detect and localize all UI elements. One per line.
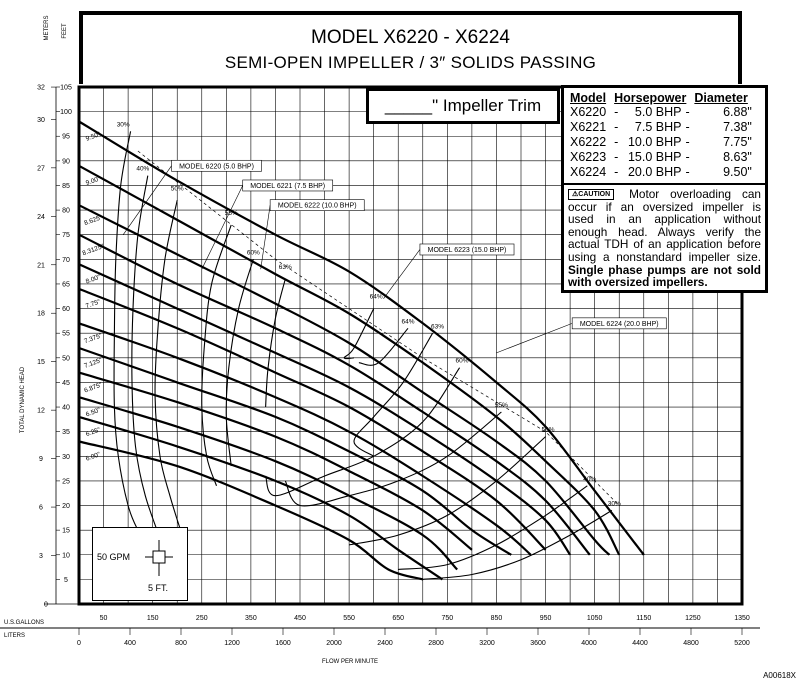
efficiency-curve [202, 225, 231, 486]
y-tick-label: 25 [62, 478, 70, 486]
x-secondary-label: LITERS [4, 633, 26, 639]
trim-curve-label: 6.00" [84, 451, 102, 463]
scale-ft-label: 5 FT. [148, 583, 169, 593]
spec-cell: X6220 [570, 105, 607, 119]
efficiency-label: 63% [431, 323, 445, 331]
x-liters-tick-label: 800 [175, 640, 187, 647]
spec-cell: - [614, 135, 619, 149]
efficiency-label: 30% [607, 500, 621, 508]
trim-curve-label: 7.125" [83, 356, 104, 370]
table-row [570, 165, 756, 180]
trim-curve-label: 6.875" [83, 381, 104, 395]
spec-header-model: Model [570, 91, 607, 105]
spec-cell: 20.0 BHP [627, 165, 682, 179]
title-line-1: MODEL X6220 - X6224 [311, 27, 510, 48]
image-code: A00618X [763, 671, 796, 680]
model-callout-leader [496, 323, 572, 353]
scale-legend [92, 527, 188, 601]
y-tick-label: 20 [62, 503, 70, 511]
x-liters-tick-label: 1200 [224, 640, 240, 647]
x-axis-caption: FLOW PER MINUTE [321, 659, 379, 665]
chart-title [79, 11, 742, 84]
meters-tick-label: 9 [39, 456, 43, 464]
trim-curve-label: 7.375" [83, 332, 104, 346]
y-tick-label: 70 [62, 256, 70, 264]
x-liters-tick-label: 1600 [275, 640, 291, 647]
y-tick-label: 60 [62, 306, 70, 314]
model-spec-box [561, 85, 768, 293]
impeller-trim-box: _____" Impeller Trim [366, 88, 560, 124]
x-tick-label: 450 [294, 615, 306, 622]
efficiency-label: 60% [455, 357, 469, 365]
model-callout-label: MODEL 6224 (20.0 BHP) [579, 320, 659, 328]
efficiency-label: 30% [116, 121, 130, 129]
max-eff-guide-line [138, 151, 619, 506]
x-liters-tick-label: 0 [77, 640, 81, 647]
x-tick-label: 550 [343, 615, 355, 622]
meters-tick-label: 27 [37, 165, 45, 173]
x-tick-label: 1250 [685, 615, 701, 622]
model-spec-table [570, 91, 756, 180]
spec-cell: 5.0 BHP [634, 105, 682, 119]
y-meters-label: METERS [44, 15, 50, 41]
y-tick-label: 90 [62, 158, 70, 166]
table-row [570, 120, 756, 135]
meters-tick-label: 18 [37, 310, 45, 318]
y-tick-label: 30 [62, 453, 70, 461]
spec-cell: X6221 [570, 120, 607, 134]
y-axis-caption: TOTAL DYNAMIC HEAD [20, 366, 26, 434]
spec-cell: 7.5 BHP [634, 120, 682, 134]
x-tick-label: 950 [539, 615, 552, 622]
y-tick-label: 5 [64, 576, 68, 584]
x-liters-tick-label: 2800 [428, 640, 444, 647]
y-tick-label: 80 [62, 207, 70, 215]
spec-cell: - [685, 150, 690, 164]
table-row [570, 135, 756, 150]
scale-legend-symbol [93, 528, 187, 600]
spec-cell: X6222 [570, 135, 607, 149]
model-callout-label: MODEL 6221 (7.5 BHP) [250, 182, 326, 190]
impeller-trim-curve [79, 202, 609, 555]
y-tick-label: 10 [62, 552, 70, 560]
meters-tick-label: 15 [37, 359, 45, 367]
trim-curve-label: 6.25" [84, 426, 102, 439]
spec-cell: - [614, 165, 619, 179]
x-tick-label: 850 [490, 615, 503, 622]
efficiency-label: 63% [278, 264, 292, 272]
meters-tick-label: 30 [37, 116, 45, 124]
spec-cell: - [685, 105, 690, 119]
y-tick-label: 40 [62, 404, 70, 412]
y-tick-label: 105 [60, 84, 72, 92]
spec-cell: - [614, 105, 619, 119]
x-liters-tick-label: 3200 [479, 640, 495, 647]
spec-header-diameter: Diameter [694, 91, 748, 105]
x-tick-label: 350 [245, 615, 257, 622]
efficiency-label: 50% [170, 185, 184, 193]
meters-tick-label: 24 [37, 213, 45, 221]
y-tick-label: 15 [62, 527, 70, 535]
y-tick-label: 75 [62, 232, 70, 240]
model-callout-label: MODEL 6222 (10.0 BHP) [277, 202, 357, 210]
spec-cell: 10.0 BHP [627, 135, 682, 149]
x-liters-tick-label: 400 [124, 640, 136, 647]
spec-cell: 6.88" [723, 105, 752, 119]
spec-cell: - [685, 165, 690, 179]
trim-curve-label: 9.50" [84, 131, 102, 143]
trim-curve-label: 8.00" [84, 273, 102, 286]
efficiency-label: 55% [494, 402, 508, 410]
x-liters-tick-label: 2400 [377, 640, 393, 647]
x-liters-tick-label: 2000 [326, 640, 342, 647]
efficiency-label: 40% [583, 475, 597, 483]
meters-tick-label: 3 [39, 553, 43, 561]
x-liters-tick-label: 4000 [581, 640, 597, 647]
x-tick-label: 1350 [734, 615, 750, 622]
spec-cell: - [614, 120, 619, 134]
meters-tick-label: 21 [37, 262, 45, 270]
model-callout-label: MODEL 6223 (15.0 BHP) [427, 246, 507, 254]
x-liters-tick-label: 5200 [734, 640, 750, 647]
efficiency-label: 60% [246, 249, 260, 257]
spec-cell: X6223 [570, 150, 607, 164]
impeller-trim-curve [79, 122, 644, 555]
spec-cell: 9.50" [723, 165, 752, 179]
y-tick-label: 50 [62, 355, 70, 363]
spec-cell: - [614, 150, 619, 164]
efficiency-curve [132, 176, 163, 545]
model-callout-leader [383, 249, 419, 298]
y-tick-label: 0 [44, 601, 48, 609]
spec-header-horsepower: Horsepower [614, 91, 687, 105]
spec-cell: - [685, 135, 690, 149]
trim-curve-label: 6.50" [84, 406, 102, 419]
y-tick-label: 55 [62, 330, 70, 338]
table-row [570, 150, 756, 165]
scale-gpm-label: 50 GPM [97, 552, 131, 562]
x-tick-label: 1050 [586, 615, 603, 622]
spec-cell: 7.38" [723, 120, 752, 134]
efficiency-label: 64% [369, 293, 383, 301]
spec-cell: 8.63" [723, 150, 752, 164]
meters-tick-label: 32 [37, 84, 45, 92]
caution-text: Motor overloading can occur if an oversized impeller is used in an application without enough head. Always verify the actual TDH of an application before using a nonstandard impeller size. [568, 187, 761, 264]
efficiency-curve [344, 309, 374, 359]
spec-cell: 15.0 BHP [627, 150, 682, 164]
y-tick-label: 85 [62, 182, 70, 190]
x-primary-label: U.S.GALLONS [4, 620, 45, 626]
y-tick-label: 65 [62, 281, 70, 289]
x-tick-label: 250 [195, 615, 208, 622]
efficiency-label: 50% [541, 426, 555, 434]
spec-cell: 7.75" [723, 135, 752, 149]
x-tick-label: 650 [392, 615, 405, 622]
trim-curve-label: 7.75" [84, 298, 102, 311]
y-tick-label: 100 [60, 109, 72, 117]
trim-curve-label: 9.00" [84, 175, 102, 188]
spec-cell: X6224 [570, 165, 607, 179]
model-callout-label: MODEL 6220 (5.0 BHP) [179, 163, 254, 171]
x-tick-label: 750 [441, 615, 454, 622]
efficiency-label: 64% [401, 318, 415, 326]
meters-tick-label: 12 [37, 407, 45, 415]
x-tick-label: 150 [146, 615, 159, 622]
y-tick-label: 35 [62, 429, 70, 437]
y-tick-label: 45 [62, 379, 70, 387]
x-liters-tick-label: 4800 [683, 640, 699, 647]
x-tick-label: 50 [99, 615, 108, 622]
trim-curve-label: 8.3125" [81, 243, 105, 258]
efficiency-curve [354, 333, 433, 456]
caution-badge: ⚠CAUTION [568, 189, 614, 200]
efficiency-label: 55% [224, 210, 238, 218]
caution-note [564, 183, 765, 289]
y-feet-label: FEET [62, 23, 68, 39]
title-line-2: SEMI-OPEN IMPELLER / 3″ SOLIDS PASSING [224, 53, 597, 72]
trim-curve-label: 8.625" [83, 214, 104, 228]
spec-cell: - [685, 120, 690, 134]
x-liters-tick-label: 3600 [530, 640, 546, 647]
efficiency-curve [285, 412, 501, 506]
caution-bold-text: Single phase pumps are not sold with oversized impellers. [568, 262, 761, 290]
table-row [570, 105, 756, 120]
x-liters-tick-label: 4400 [632, 640, 648, 647]
x-tick-label: 1150 [636, 615, 652, 622]
meters-tick-label: 6 [39, 504, 43, 512]
efficiency-label: 40% [136, 165, 150, 173]
y-tick-label: 95 [62, 133, 70, 141]
